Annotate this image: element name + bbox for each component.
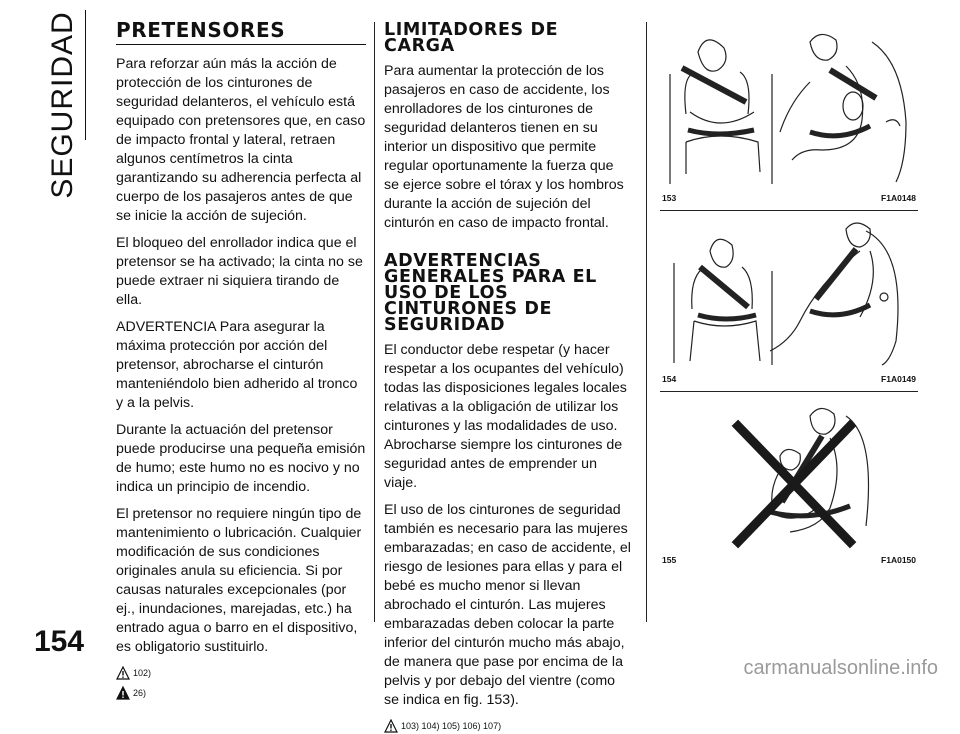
figure-caption	[660, 369, 918, 391]
figure-code: F1A0150	[881, 555, 916, 565]
heading-pretensores: PRETENSORES	[116, 22, 366, 45]
paragraph: El uso de los cinturones de seguridad también es necesario para las mujeres embarazadas; en caso de accidente, el riesgo de lesiones para ellas y para el bebé es mucho menor si llevan abrochado el cinturón. Las mujeres embarazadas deben colocar la parte inferior del cinturón mucho más abajo, de manera que pase por encima de la pelvis y por debajo del vientre (como se indica en fig. 153).	[384, 502, 631, 708]
paragraph: ADVERTENCIA Para asegurar la máxima protección por acción del pretensor, abrocharse el cinturón manteniéndolo bien adherido al tronco y a la pelvis.	[116, 319, 358, 411]
warning-triangle-icon	[116, 666, 130, 680]
column-limitadores	[384, 22, 632, 734]
sidebar-divider	[85, 10, 86, 140]
section-label: SEGURIDAD	[46, 11, 79, 199]
figures-column	[660, 22, 918, 572]
column-pretensores	[116, 18, 366, 701]
column-divider	[646, 22, 647, 622]
caution-triangle-icon	[116, 686, 130, 700]
belt-wearing-position-illustration	[660, 211, 918, 369]
warning-ref-text: 103) 104) 105) 106) 107)	[401, 721, 502, 731]
warning-ref	[384, 718, 632, 734]
heading-limitadores: LIMITADORES DE CARGA	[384, 20, 559, 56]
incorrect-child-on-lap-illustration	[660, 392, 918, 550]
warning-triangle-icon	[384, 719, 398, 733]
paragraph: Durante la actuación del pretensor puede producirse una pequeña emisión de humo; este humo no es nocivo y no indica un principio de incendio.	[116, 422, 366, 495]
figure-155	[660, 392, 918, 572]
pregnant-woman-belt-illustration	[660, 22, 918, 188]
column-divider	[374, 22, 375, 622]
figure-code: F1A0149	[881, 374, 916, 384]
figure-caption	[660, 188, 918, 210]
figure-code: F1A0148	[881, 193, 916, 203]
figure-153	[660, 22, 918, 211]
paragraph: El bloqueo del enrollador indica que el pretensor se ha activado; la cinta no se puede extraer ni siquiera tirando de ella.	[116, 235, 363, 308]
heading-advertencias: ADVERTENCIAS GENERALES PARA EL USO DE LOS CINTURONES DE SEGURIDAD	[384, 251, 597, 335]
paragraph: El conductor debe respetar (y hacer respetar a los ocupantes del vehículo) todas las disposiciones legales locales relativas a la obligación de utilizar los cinturones y las modalidades de uso. Abrocharse siempre los cinturones de seguridad antes de emprender un viaje.	[384, 342, 627, 491]
warning-ref	[116, 665, 366, 681]
figure-caption	[660, 550, 918, 572]
figure-number: 154	[662, 374, 677, 384]
paragraph: Para reforzar aún más la acción de protección de los cinturones de seguridad delanteros, el vehículo está equipado con pretensores que, en caso de impacto frontal y lateral, retraen algunos centímetros la cinta garantizando su adherencia perfecta al cuerpo de los pasajeros antes de que se inicie la acción de sujeción.	[116, 56, 366, 224]
caution-ref	[116, 685, 366, 701]
section-sidebar	[38, 10, 88, 200]
warning-ref-text: 102)	[133, 668, 152, 678]
paragraph: Para aumentar la protección de los pasajeros en caso de accidente, los enrolladores de los cinturones de seguridad delanteros tienen en su interior un dispositivo que permite regular oportunamente la fuerza que se ejerce sobre el tórax y los hombros durante la acción de sujeción del cinturón en caso de impacto frontal.	[384, 63, 624, 231]
paragraph: El pretensor no requiere ningún tipo de mantenimiento o lubricación. Cualquier modificación de sus condiciones originales anula su eficiencia. Si por causas naturales excepcionales (por ej., inundaciones, marejadas, etc.) ha entrado agua o barro en el dispositivo, es obligatorio sustituirlo.	[116, 506, 362, 655]
figure-number: 155	[662, 555, 677, 565]
caution-ref-text: 26)	[133, 688, 147, 698]
watermark: carmanualsonline.info	[743, 657, 938, 679]
figure-154	[660, 211, 918, 392]
figure-number: 153	[662, 193, 677, 203]
page-number: 154	[34, 625, 85, 658]
